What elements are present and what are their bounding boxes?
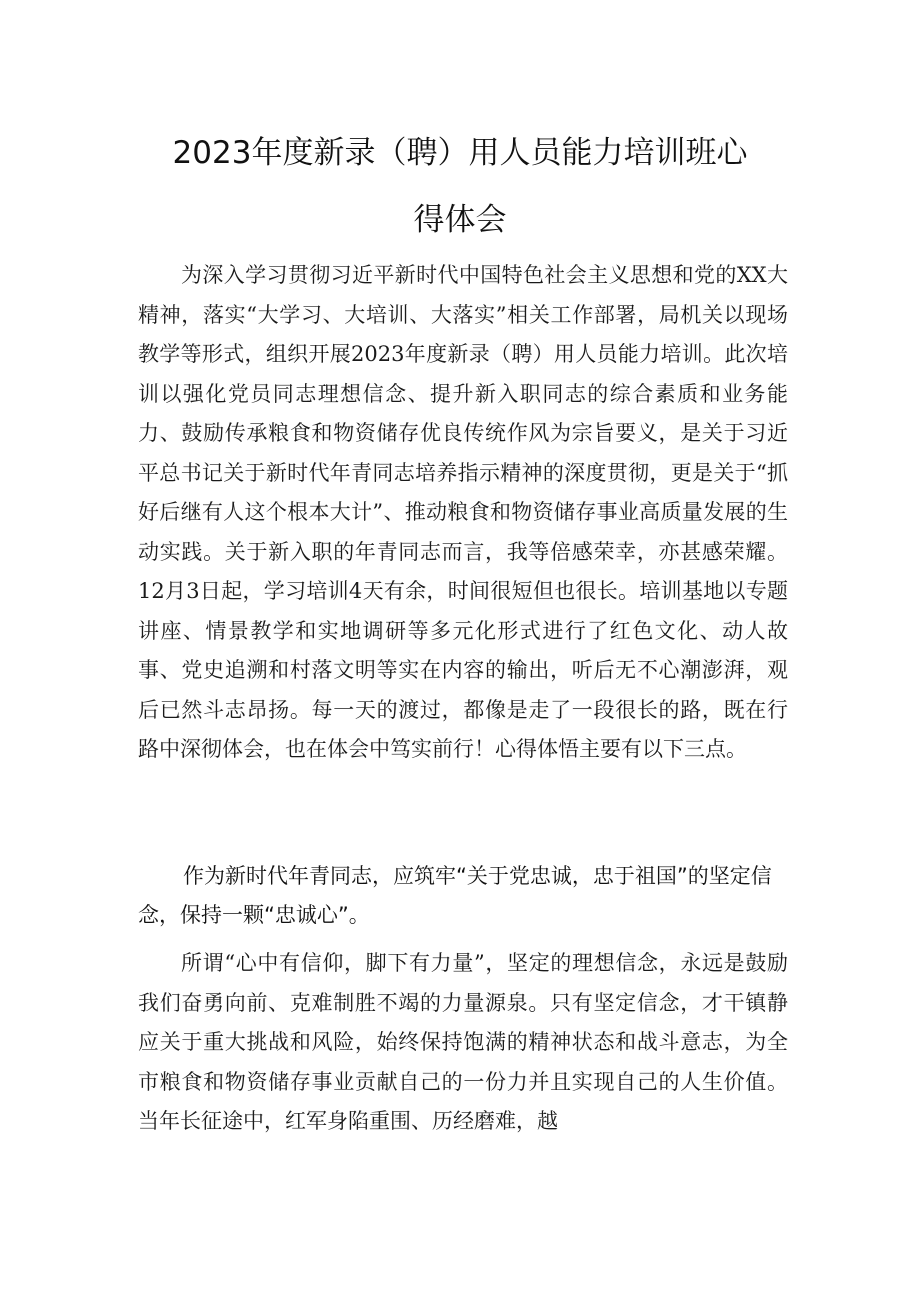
intro-paragraph: 为深入学习贯彻习近平新时代中国特色社会主义思想和党的XX大精神，落实“大学习、大培训、大落实”相关工作部署，局机关以现场教学等形式，组织开展2023年度新录（聘）用人员能力培训。此次培训以强化党员同志理想信念、提升新入职同志的综合素质和业务能力、鼓励传承粮食和物资储存优良传统作风为宗旨要义，是关于习近平总书记关于新时代年青同志培养指示精神的深度贯彻，更是关于“抓好后继有人这个根本大计”、推动粮食和物资储存事业高质量发展的生动实践。关于新入职的年青同志而言，我等倍感荣幸，亦甚感荣耀。12月3日起，学习培训4天有余，时间很短但也很长。培训基地以专题讲座、情景教学和实地调研等多元化形式进行了红色文化、动人故事、党史追溯和村落文明等实在内容的输出，听后无不心潮澎湃，观后已然斗志昂扬。每一天的渡过，都像是走了一段很长的路，既在行路中深彻体会，也在体会中笃实前行！心得体悟主要有以下三点。 — [138, 263, 788, 761]
section-1-paragraph: 所谓“心中有信仰，脚下有力量”，坚定的理想信念，永远是鼓励我们奋勇向前、克难制胜不竭的力量源泉。只有坚定信念，才干镇静应关于重大挑战和风险，始终保持饱满的精神状态和战斗意志，为全市粮食和物资储存事业贡献自己的一份力并且实现自己的人生价值。当年长征途中，红军身陷重围、历经磨难，越 — [138, 951, 788, 1133]
document-title-line-2: 得体会 — [413, 202, 507, 238]
document-title-line-1: 2023年度新录（聘）用人员能力培训班心 — [172, 135, 748, 171]
section-heading-1: 作为新时代年青同志，应筑牢“关于党忠诚，忠于祖国”的坚定信念，保持一颗“忠诚心”。 — [138, 864, 772, 927]
